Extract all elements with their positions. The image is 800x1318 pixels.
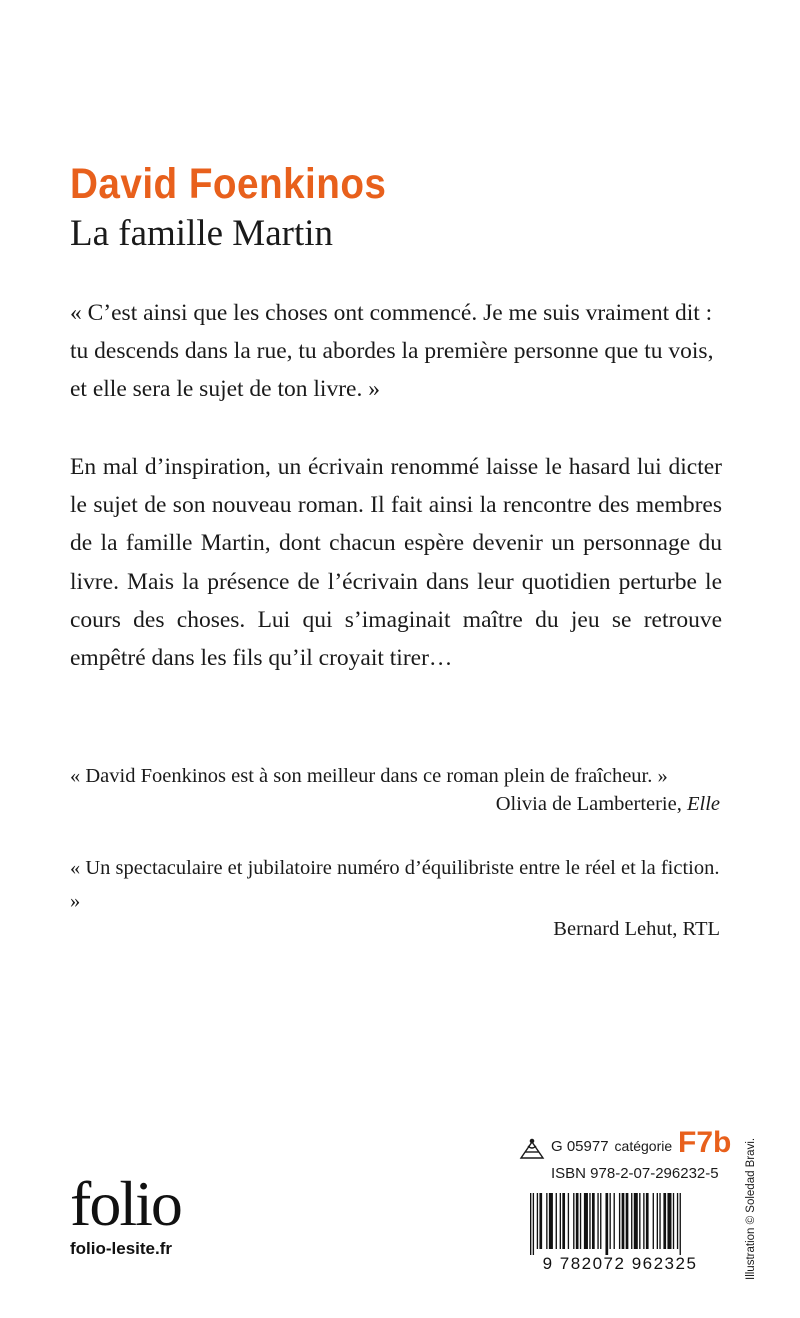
barcode-bar — [614, 1193, 615, 1249]
barcode-bar — [530, 1193, 531, 1255]
barcode-bar — [584, 1193, 588, 1249]
catalog-code: G 05977 — [551, 1138, 609, 1155]
barcode-bar — [619, 1193, 620, 1249]
review-attribution-1 — [496, 793, 720, 816]
review-publication-1: Elle — [686, 793, 720, 815]
barcode-bar — [580, 1193, 581, 1249]
folio-logo: folio — [70, 1168, 181, 1239]
barcode-bar — [622, 1193, 625, 1249]
barcode-bar — [643, 1193, 644, 1249]
review-author-1: Olivia de Lamberterie, — [495, 793, 687, 815]
book-title: La famille Martin — [70, 213, 334, 254]
barcode-bar — [597, 1193, 598, 1249]
publisher-website: folio-lesite.fr — [70, 1239, 173, 1258]
book-summary: En mal d’inspiration, un écrivain renommé laisse le hasard lui dicter le sujet de son nouveau roman. Il fait ainsi la rencontre des membres de la famille Martin, dont chacun espère devenir un personnage du livre. Mais la présence de l’écrivain dans leur quotidien perturbe le cours des choses. Lui qui s’imaginait maître du jeu se retrouve empêtré dans les fils qu’il croyait tirer… — [70, 454, 722, 672]
barcode-bar — [657, 1193, 658, 1249]
review-attribution-2: Bernard Lehut, RTL — [553, 918, 720, 940]
category-label: catégorie — [614, 1138, 673, 1154]
barcode-bar — [546, 1193, 547, 1249]
barcode-bar — [680, 1193, 681, 1255]
barcode-digits: 9 782072 962325 — [542, 1254, 698, 1273]
barcode-bar — [639, 1193, 640, 1249]
barcode-bar — [634, 1193, 638, 1249]
barcode-bar — [667, 1193, 671, 1249]
barcode-bar — [549, 1193, 553, 1249]
barcode-bar — [610, 1193, 611, 1249]
barcode-bar — [626, 1193, 629, 1249]
barcode-bar — [653, 1193, 654, 1249]
barcode-bar — [556, 1193, 557, 1249]
category-badge: F7b — [678, 1126, 732, 1159]
illustration-credit: Illustration © Soledad Bravi. — [745, 1137, 757, 1280]
barcode-bar — [539, 1193, 542, 1249]
barcode-bar — [589, 1193, 590, 1249]
barcode-bar — [677, 1193, 678, 1249]
review-quote-2: « Un spectaculaire et jubilatoire numéro d’équilibriste entre le réel et la fiction. » — [70, 857, 720, 912]
barcode-bar — [576, 1193, 579, 1249]
barcode-bar — [573, 1193, 574, 1249]
barcode-bar — [673, 1193, 674, 1249]
barcode-bar — [605, 1193, 608, 1255]
folio-emblem-icon — [519, 1138, 545, 1160]
catalog-code-line — [551, 1138, 672, 1155]
barcode-bar — [631, 1193, 632, 1249]
barcode-bar — [646, 1193, 649, 1249]
barcode-bar — [663, 1193, 666, 1249]
opening-quote: « C’est ainsi que les choses ont commencé. Je me suis vraiment dit : tu descends dans la rue, tu abordes la première personne que tu vois, et elle sera le sujet de ton livre. » — [70, 300, 714, 403]
barcode-bar — [537, 1193, 538, 1249]
isbn-barcode — [518, 1193, 722, 1273]
barcode-bar — [659, 1193, 660, 1249]
barcode-bar — [533, 1193, 534, 1255]
barcode-bar — [562, 1193, 565, 1249]
author-name: David Foenkinos — [70, 160, 387, 208]
barcode-bar — [560, 1193, 561, 1249]
barcode-bar — [592, 1193, 595, 1249]
isbn-number: ISBN 978-2-07-296232-5 — [551, 1165, 719, 1182]
barcode-bar — [568, 1193, 569, 1249]
review-quote-1: « David Foenkinos est à son meilleur dans ce roman plein de fraîcheur. » — [70, 765, 668, 787]
barcode-bar — [600, 1193, 601, 1249]
